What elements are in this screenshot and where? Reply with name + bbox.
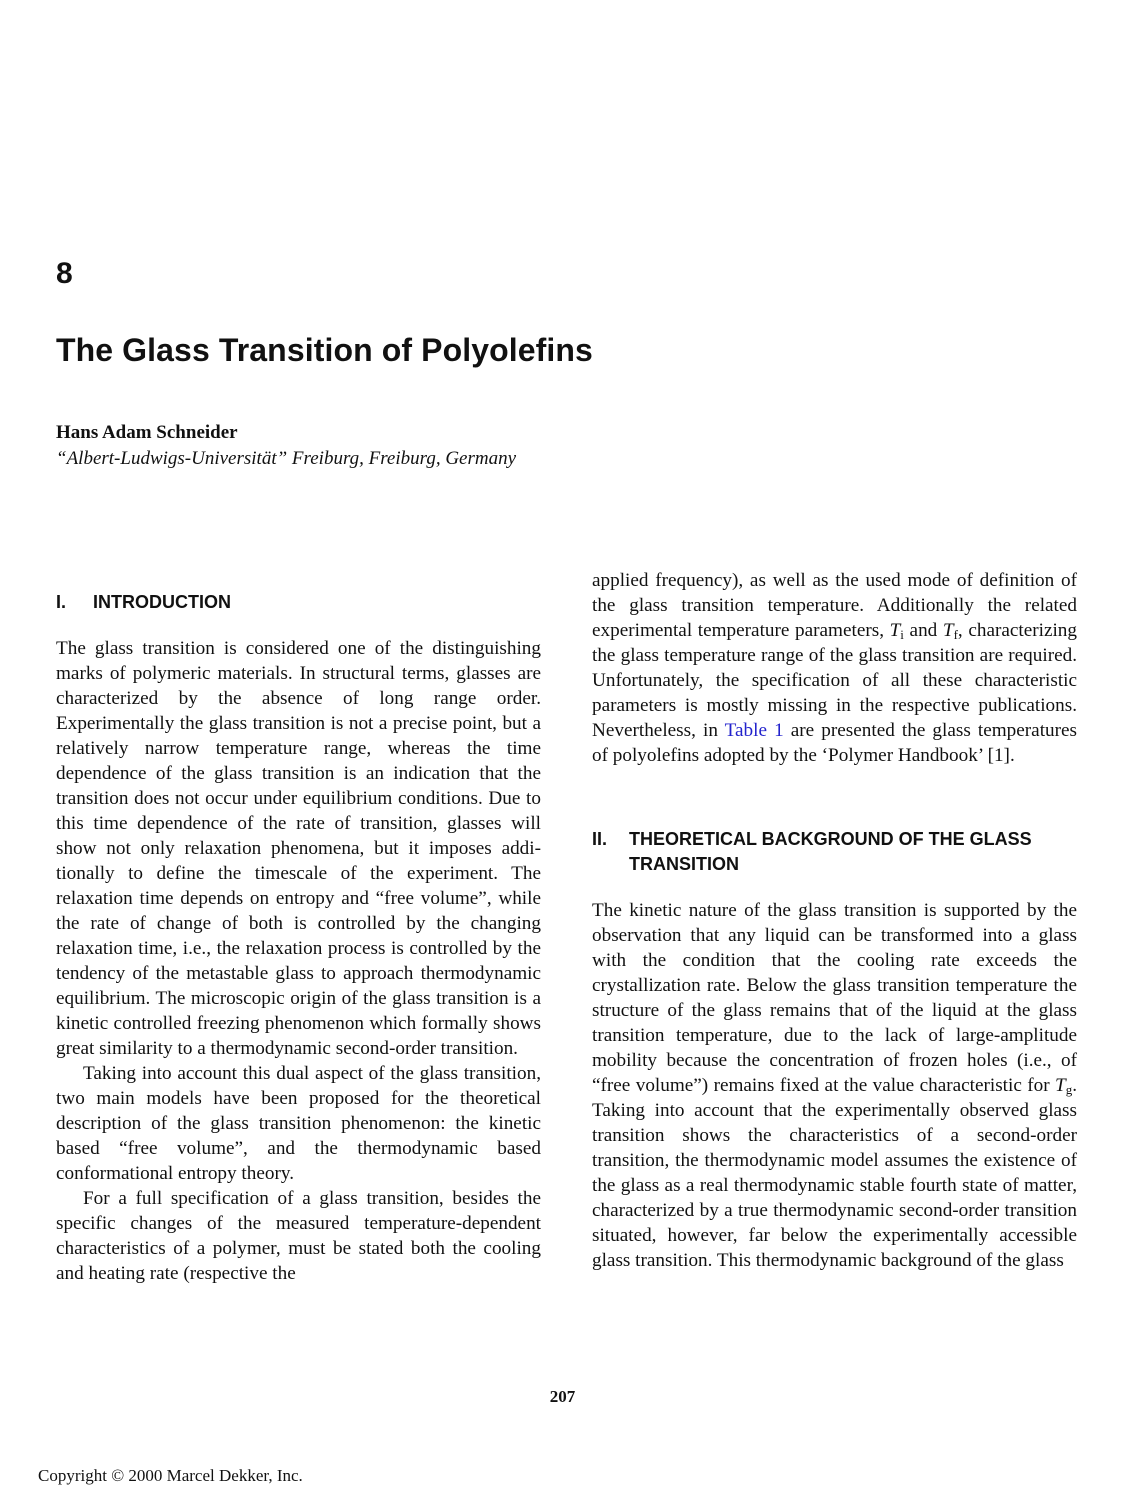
- chapter-number: 8: [56, 257, 73, 290]
- text-run: The kinetic nature of the glass transition is supported by the observation that any liquid can be transformed into a glass with the condition that the cooling rate exceeds the crystallization rate. Below the glass transition temperature the structure of the glass remains that of the liquid at the glass transition temperature, due to the lack of large-amplitude mobility because the concentration of frozen holes (i.e., of “free volume”) remains fixed at the value characteristic for: [592, 900, 1077, 1096]
- author-affiliation: “Albert-Ludwigs-Universität” Freiburg, Freiburg, Germany: [56, 448, 517, 469]
- section-title: THEORETICAL BACKGROUND OF THE GLASS TRANSITION: [629, 829, 1032, 874]
- section-number: I.: [56, 592, 67, 612]
- left-column: [56, 590, 541, 1286]
- subscript-f: f: [953, 627, 958, 642]
- page-number: 207: [549, 1387, 576, 1406]
- section-title: INTRODUCTION: [93, 592, 231, 612]
- math-symbol-t: T: [942, 620, 954, 641]
- intro-paragraph-1: The glass transition is considered one of the distinguishing marks of polymeric materials. In structural terms, glasses are characterized by the absence of long range order. Experimentally the glass transition is not a precise point, but a relatively narrow temperature range, whereas the time dependence of the glass transition is an indication that the transition does not occur under equilibrium conditions. Due to this time dependence of the rate of transition, glasses will show not only relaxation phenomena, but it imposes additionally to define the timescale of the experiment. The relaxation time depends on entropy and “free volume”, while the rate of change of both is controlled by the changing relaxation time, i.e., the relaxation process is controlled by the tendency of the metastable glass to approach thermodynamic equilibrium. The microscopic origin of the glass transition is a kinetic controlled freezing phenomenon which formally shows great similarity to a thermodynamic second-order transition.: [56, 638, 541, 1059]
- theory-paragraph-1: [592, 898, 1077, 1273]
- table-1-link[interactable]: Table 1: [724, 720, 784, 741]
- author-name: Hans Adam Schneider: [56, 422, 238, 443]
- intro-paragraph-2: Taking into account this dual aspect of the glass transition, two main models have been proposed for the theoretical description of the glass transition phenomenon: the kinetic based “free volume”, and the thermodynamic based conformational entropy theory.: [56, 1063, 541, 1184]
- text-run: are presented the glass temperatures of polyolefins adopted by the ‘Polymer Handbook’ [1].: [592, 720, 1077, 766]
- section-number: II.: [592, 829, 608, 849]
- right-column: [592, 568, 1077, 1273]
- intro-paragraph-3-continued: [592, 568, 1077, 768]
- subscript-g: g: [1065, 1082, 1073, 1097]
- section-heading-theoretical-background: [592, 827, 1077, 877]
- text-run: and: [903, 620, 943, 641]
- text-run: , characterizing the glass temperature range of the glass transition are required. Unfortunately, the specification of all these characteristic parameters is mostly missing in the respective publications. Nevertheless, in: [592, 620, 1077, 741]
- section-heading-introduction: [56, 590, 541, 615]
- subscript-i: i: [900, 627, 904, 642]
- copyright-notice: Copyright © 2000 Marcel Dekker, Inc.: [38, 1466, 303, 1485]
- intro-paragraph-3: For a full specification of a glass transition, besides the specific changes of the measured temperature-dependent characteristics of a polymer, must be stated both the cooling and heating rate (respective the: [56, 1188, 541, 1284]
- chapter-title: The Glass Transition of Polyolefins: [56, 332, 593, 368]
- text-run: applied frequency), as well as the used mode of definition of the glass transition temperature. Additionally the related experimental temperature parameters,: [592, 570, 1077, 641]
- math-symbol-t: T: [1055, 1075, 1066, 1096]
- text-run: . Taking into account that the experimentally observed glass transition shows the characteristics of a second-order transition, the thermodynamic model assumes the existence of the glass as a real thermodynamic stable fourth state of matter, characterized by a true thermodynamic second-order transition situated, however, far below the experimentally accessible glass transition. This thermodynamic background of the glass: [592, 1075, 1077, 1271]
- math-symbol-t: T: [889, 620, 901, 641]
